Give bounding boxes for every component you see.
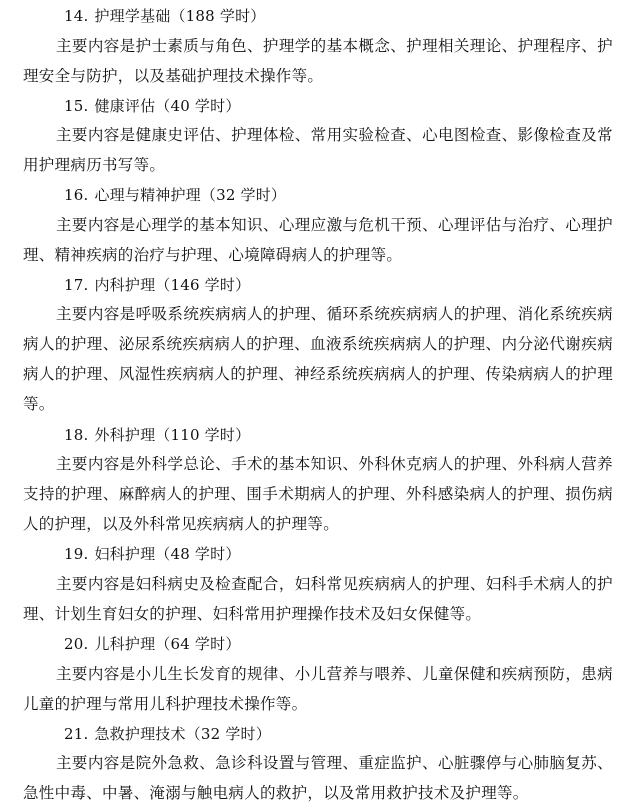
section-body-17: 主要内容是呼吸系统疾病病人的护理、循环系统疾病病人的护理、消化系统疾病病人的护理、泌尿系统疾病病人的护理、血液系统疾病病人的护理、内分泌代谢疾病病人的护理、风湿性疾病病人的护理、神经系统疾病病人的护理、传染病病人的护理等。 — [23, 305, 613, 413]
section-number: 17. — [64, 276, 89, 294]
section-title: 心理与精神护理（32 学时） — [94, 186, 287, 204]
section-title: 急救护理技术（32 学时） — [94, 725, 271, 743]
section-body-21: 主要内容是院外急救、急诊科设置与管理、重症监护、心脏骤停与心肺脑复苏、急性中毒、中暑、淹溺与触电病人的救护，以及常用救护技术及护理等。 — [23, 754, 613, 802]
section-number: 20. — [64, 635, 89, 653]
section-body-14: 主要内容是护士素质与角色、护理学的基本概念、护理相关理论、护理程序、护理安全与防护，以及基础护理技术操作等。 — [23, 37, 613, 85]
section-heading-20 — [64, 634, 241, 654]
section-number: 21. — [64, 725, 89, 743]
section-number: 19. — [64, 545, 89, 563]
section-heading-14 — [64, 6, 265, 26]
section-heading-15 — [64, 96, 241, 116]
section-number: 16. — [64, 186, 89, 204]
section-number: 14. — [64, 7, 89, 25]
section-body-20: 主要内容是小儿生长发育的规律、小儿营养与喂养、儿童保健和疾病预防，患病儿童的护理与常用儿科护理技术操作等。 — [23, 665, 613, 713]
section-number: 15. — [64, 97, 89, 115]
section-heading-16 — [64, 185, 286, 205]
section-heading-17 — [64, 275, 250, 295]
section-heading-18 — [64, 425, 250, 445]
section-body-16: 主要内容是心理学的基本知识、心理应激与危机干预、心理评估与治疗、心理护理、精神疾病的治疗与护理、心境障碍病人的护理等。 — [23, 216, 613, 264]
section-title: 妇科护理（48 学时） — [94, 545, 241, 563]
section-body-19: 主要内容是妇科病史及检查配合，妇科常见疾病病人的护理、妇科手术病人的护理、计划生育妇女的护理、妇科常用护理操作技术及妇女保健等。 — [23, 575, 613, 623]
section-heading-21 — [64, 724, 271, 744]
section-title: 内科护理（146 学时） — [94, 276, 251, 294]
section-title: 健康评估（40 学时） — [94, 97, 241, 115]
section-body-15: 主要内容是健康史评估、护理体检、常用实验检查、心电图检查、影像检查及常用护理病历书写等。 — [23, 126, 613, 174]
section-title: 儿科护理（64 学时） — [94, 635, 241, 653]
section-body-18: 主要内容是外科学总论、手术的基本知识、外科休克病人的护理、外科病人营养支持的护理、麻醉病人的护理、围手术期病人的护理、外科感染病人的护理、损伤病人的护理，以及外科常见疾病病人的护理等。 — [23, 455, 613, 533]
section-title: 外科护理（110 学时） — [94, 426, 251, 444]
section-number: 18. — [64, 426, 89, 444]
section-title: 护理学基础（188 学时） — [94, 7, 266, 25]
section-heading-19 — [64, 544, 241, 564]
